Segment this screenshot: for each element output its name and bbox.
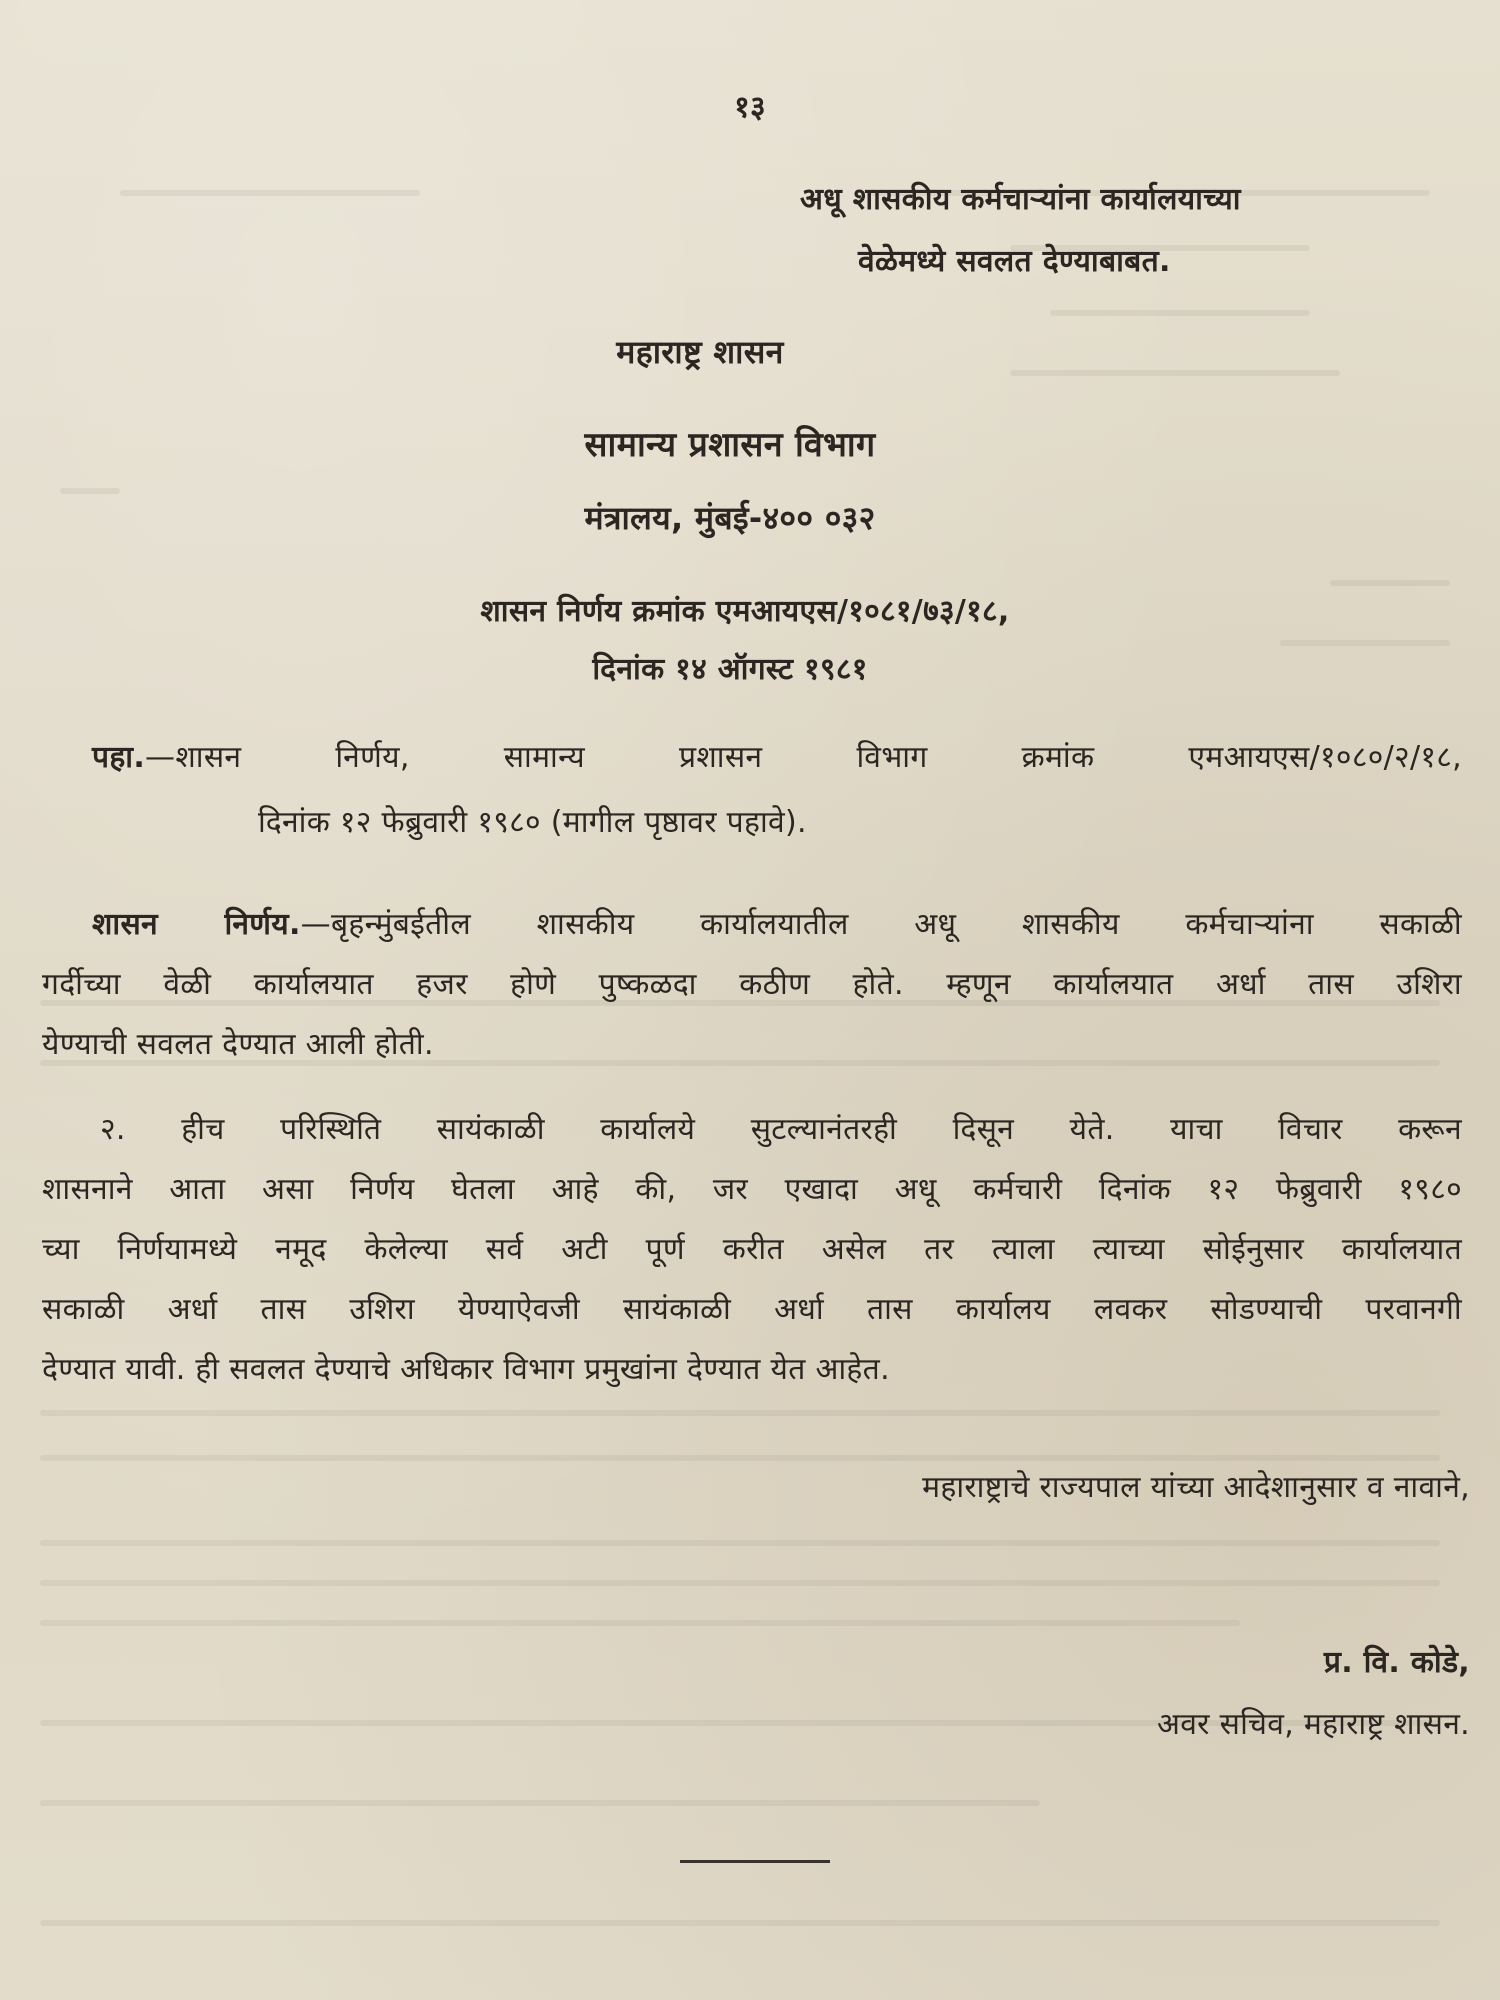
bleed-through-line xyxy=(40,1620,1240,1626)
authority-line: महाराष्ट्राचे राज्यपाल यांच्या आदेशानुसार व नावाने, xyxy=(922,1470,1470,1505)
gr-number: शासन निर्णय क्रमांक एमआयएस/१०८१/७३/१८, xyxy=(480,594,1010,629)
reference-line-1-text: —शासन निर्णय, सामान्य प्रशासन विभाग क्रमांक एमआयएस/१०८०/२/१८, xyxy=(145,740,1462,775)
paragraph-2-line-3: च्या निर्णयामध्ये नमूद केलेल्या सर्व अटी पूर्ण करीत असेल तर त्याला त्याच्या सोईनुसार कार्यालयात xyxy=(42,1232,1462,1267)
bleed-through-line xyxy=(1330,580,1450,586)
page-number: १३ xyxy=(734,90,766,125)
department-title: सामान्य प्रशासन विभाग xyxy=(584,425,876,465)
subject-line-1: अधू शासकीय कर्मचाऱ्यांना कार्यालयाच्या xyxy=(800,182,1241,217)
bleed-through-line xyxy=(60,488,120,494)
bleed-through-line xyxy=(40,1580,1440,1586)
paragraph-2-line-1: २. हीच परिस्थिति सायंकाळी कार्यालये सुटल्यानंतरही दिसून येते. याचा विचार करून xyxy=(100,1112,1462,1147)
decision-line-3: येण्याची सवलत देण्यात आली होती. xyxy=(42,1027,434,1062)
paragraph-2-line-5: देण्यात यावी. ही सवलत देण्याचे अधिकार विभाग प्रमुखांना देण्यात येत आहेत. xyxy=(42,1352,890,1387)
bleed-through-line xyxy=(120,190,420,196)
signatory-name: प्र. वि. कोडे, xyxy=(1323,1645,1470,1680)
bleed-through-line xyxy=(1050,310,1310,316)
decision-label: शासन निर्णय. xyxy=(92,907,301,942)
bleed-through-line xyxy=(40,1455,1440,1461)
paragraph-2-line-4: सकाळी अर्धा तास उशिरा येण्याऐवजी सायंकाळी अर्धा तास कार्यालय लवकर सोडण्याची परवानगी xyxy=(42,1292,1462,1327)
signatory-designation: अवर सचिव, महाराष्ट्र शासन. xyxy=(1156,1707,1470,1742)
government-title: महाराष्ट्र शासन xyxy=(616,333,784,371)
decision-line-1 xyxy=(92,905,1462,945)
bleed-through-line xyxy=(1280,640,1450,646)
decision-line-2: गर्दीच्या वेळी कार्यालयात हजर होणे पुष्कळदा कठीण होते. म्हणून कार्यालयात अर्धा तास उशिरा xyxy=(42,967,1462,1002)
bleed-through-line xyxy=(40,1800,1040,1806)
closing-rule xyxy=(680,1860,830,1863)
reference-line-2: दिनांक १२ फेब्रुवारी १९८० (मागील पृष्ठावर पहावे). xyxy=(258,805,807,840)
address: मंत्रालय, मुंबई-४०० ०३२ xyxy=(584,499,876,537)
bleed-through-line xyxy=(40,1410,1440,1416)
reference-label: पहा. xyxy=(92,740,146,775)
gr-date: दिनांक १४ ऑगस्ट १९८१ xyxy=(592,652,868,687)
paragraph-2-line-2: शासनाने आता असा निर्णय घेतला आहे की, जर एखादा अधू कर्मचारी दिनांक १२ फेब्रुवारी १९८० xyxy=(42,1172,1462,1207)
bleed-through-line xyxy=(1010,370,1340,376)
subject-line-2: वेळेमध्ये सवलत देण्याबाबत. xyxy=(858,244,1171,279)
decision-line-1-text: —बृहन्मुंबईतील शासकीय कार्यालयातील अधू शासकीय कर्मचाऱ्यांना सकाळी xyxy=(300,907,1462,942)
bleed-through-line xyxy=(40,1920,1440,1926)
bleed-through-line xyxy=(40,1540,1440,1546)
reference-line-1 xyxy=(92,738,1462,778)
